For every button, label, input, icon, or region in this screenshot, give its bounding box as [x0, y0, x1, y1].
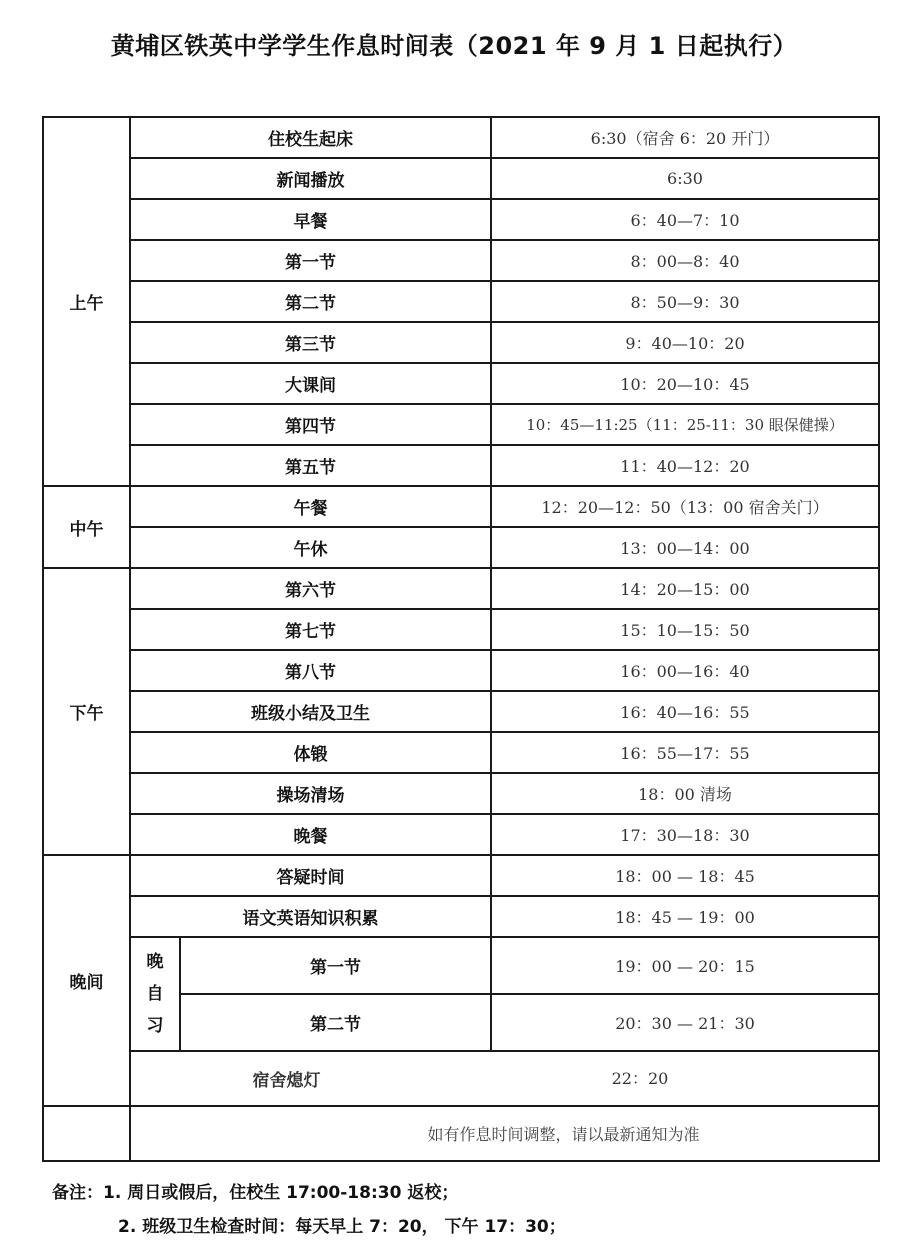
item-label: 第三节: [130, 322, 491, 363]
time-value: 22：20: [611, 1069, 669, 1088]
item-label: 语文英语知识积累: [130, 896, 491, 937]
time-value: 16：00—16：40: [491, 650, 879, 691]
item-label: 体锻: [130, 732, 491, 773]
time-value: 6：40—7：10: [491, 199, 879, 240]
time-value: 18：00 — 18：45: [491, 855, 879, 896]
time-value: 16：40—16：55: [491, 691, 879, 732]
table-row: [43, 855, 879, 896]
time-value: 15：10—15：50: [491, 609, 879, 650]
table-row: [43, 568, 879, 609]
page-title: 黄埔区铁英中学学生作息时间表（2021 年 9 月 1 日起执行）: [110, 32, 798, 60]
table-row: [43, 322, 879, 363]
item-label: 午餐: [130, 486, 491, 527]
item-label: 午休: [130, 527, 491, 568]
empty-cell: [43, 1106, 130, 1161]
table-row: [43, 732, 879, 773]
time-value: 12：20—12：50（13：00 宿舍关门）: [491, 486, 879, 527]
table-row: [43, 445, 879, 486]
table-row: [43, 937, 879, 994]
time-value: 9：40—10：20: [491, 322, 879, 363]
time-value: 18：00 清场: [491, 773, 879, 814]
item-label: 答疑时间: [130, 855, 491, 896]
period-afternoon: 下午: [43, 568, 130, 855]
self-study-char: 自: [146, 984, 164, 1004]
period-noon: 中午: [43, 486, 130, 568]
item-label: 新闻播放: [130, 158, 491, 199]
table-row: [43, 486, 879, 527]
item-label: 第六节: [130, 568, 491, 609]
time-value: 8：50—9：30: [491, 281, 879, 322]
period-evening: 晚间: [43, 855, 130, 1106]
time-value: 6:30（宿舍 6：20 开门）: [491, 117, 879, 158]
table-row: [43, 896, 879, 937]
item-label: 早餐: [130, 199, 491, 240]
item-label: 第四节: [130, 404, 491, 445]
item-label: 第八节: [130, 650, 491, 691]
time-value: 13：00—14：00: [491, 527, 879, 568]
remarks: [52, 1176, 892, 1244]
self-study-char: 习: [146, 1016, 164, 1036]
item-label: 第一节: [130, 240, 491, 281]
time-value: 17：30—18：30: [491, 814, 879, 855]
table-row: [43, 1106, 879, 1161]
item-label: 第二节: [180, 994, 491, 1051]
item-label: 第二节: [130, 281, 491, 322]
item-label: 第一节: [180, 937, 491, 994]
item-label: 班级小结及卫生: [130, 691, 491, 732]
item-label: 大课间: [130, 363, 491, 404]
table-row: [43, 158, 879, 199]
time-value: 20：30 — 21：30: [491, 994, 879, 1051]
time-value: 11：40—12：20: [491, 445, 879, 486]
time-value: 6:30: [491, 158, 879, 199]
item-label: 住校生起床: [130, 117, 491, 158]
table-row: [43, 650, 879, 691]
self-study-label: [130, 937, 180, 1051]
table-row: [43, 240, 879, 281]
table-row: [43, 404, 879, 445]
table-row: [43, 363, 879, 404]
item-label: 第五节: [130, 445, 491, 486]
period-morning: 上午: [43, 117, 130, 486]
schedule-table: [42, 116, 880, 1162]
time-value: 14：20—15：00: [491, 568, 879, 609]
time-value: 16：55—17：55: [491, 732, 879, 773]
table-row: [43, 609, 879, 650]
table-row: [43, 773, 879, 814]
self-study-char: 晚: [146, 952, 164, 972]
table-row: [43, 527, 879, 568]
time-value: 19：00 — 20：15: [491, 937, 879, 994]
time-value: 10：20—10：45: [491, 363, 879, 404]
item-label: 第七节: [130, 609, 491, 650]
item-label: 晚餐: [130, 814, 491, 855]
table-row: [43, 199, 879, 240]
item-label: 宿舍熄灯: [252, 1071, 321, 1091]
time-value: 18：45 — 19：00: [491, 896, 879, 937]
time-value: 8：00—8：40: [491, 240, 879, 281]
adjust-note: 如有作息时间调整，请以最新通知为准: [130, 1106, 879, 1161]
table-row: [43, 691, 879, 732]
item-label: 操场清场: [130, 773, 491, 814]
table-row: [43, 117, 879, 158]
lights-out-row: [130, 1051, 879, 1106]
table-row: [43, 281, 879, 322]
table-row: [43, 1051, 879, 1106]
table-row: [43, 814, 879, 855]
remark-line-2: 2. 班级卫生检查时间：每天早上 7：20， 下午 17：30；: [118, 1217, 566, 1237]
remark-line-1: 备注：1. 周日或假后，住校生 17:00-18:30 返校；: [52, 1183, 459, 1203]
time-value: 10：45—11:25（11：25-11：30 眼保健操）: [491, 404, 879, 445]
